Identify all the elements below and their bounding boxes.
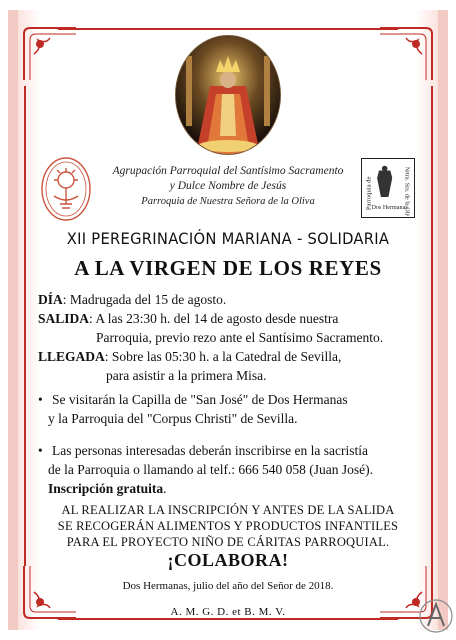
seal-bottom-text: Dos Hermanas <box>371 205 408 212</box>
bullet-dot-icon: • <box>38 443 43 458</box>
salida-row <box>38 309 422 328</box>
association-line-1: Agrupación Parroquial del Santísimo Sacramento <box>112 165 344 177</box>
frame-left-line <box>24 86 26 566</box>
frame-right-line <box>431 86 433 566</box>
main-title: A LA VIRGEN DE LOS REYES <box>74 256 382 280</box>
bullet-2-line-1: Las personas interesadas deberán inscribirse en la sacristía <box>52 443 368 458</box>
association-heading <box>96 164 360 209</box>
frame-top-line <box>58 28 398 30</box>
parish-seal-logo <box>361 158 415 218</box>
salida-text-1: : A las 23:30 h. del 14 de agosto desde nuestra <box>89 311 339 326</box>
notice-line-3: PARA EL PROYECTO NIÑO DE CÁRITAS PARROQUIAL. <box>66 535 390 549</box>
monstrance-emblem-logo <box>40 156 92 222</box>
watermark-stamp-icon <box>418 596 454 636</box>
food-collection-notice <box>30 502 426 550</box>
virgin-portrait-image <box>176 36 280 154</box>
bullet-2-period: . <box>163 481 167 496</box>
schedule-block <box>38 290 422 385</box>
pilgrimage-title: XII PEREGRINACIÓN MARIANA - SOLIDARIA <box>66 229 390 248</box>
seal-top-text: Nrtra. Sra. de la Oliva <box>403 166 410 216</box>
bullet-dot-icon: • <box>38 392 43 407</box>
notice-line-2: SE RECOGERÁN ALIMENTOS Y PRODUCTOS INFANTILES <box>57 519 399 533</box>
notice-line-1: AL REALIZAR LA INSCRIPCIÓN Y ANTES DE LA SALIDA <box>61 503 395 517</box>
dia-text: : Madrugada del 15 de agosto. <box>62 292 227 307</box>
llegada-text-2: para asistir a la primera Misa. <box>106 368 267 383</box>
bullet-2 <box>38 441 422 498</box>
salida-label: SALIDA <box>38 311 90 326</box>
registration-free-text: Inscripción gratuita <box>48 481 164 496</box>
llegada-row <box>38 347 422 366</box>
bullet-1-line-2: y la Parroquia del "Corpus Christi" de Sevilla. <box>48 411 298 426</box>
motto-line: A. M. G. D. et B. M. V. <box>170 606 286 618</box>
bullet-2-line-3 <box>38 479 422 498</box>
collaborate-call-to-action: ¡COLABORA! <box>167 550 289 570</box>
date-line: Dos Hermanas, julio del año del Señor de 2018. <box>122 580 334 592</box>
association-line-2: y Dulce Nombre de Jesús <box>169 180 287 192</box>
bullet-1-line-1: Se visitarán la Capilla de "San José" de Dos Hermanas <box>52 392 348 407</box>
bullet-1 <box>38 390 422 428</box>
frame-bottom-line <box>58 618 398 620</box>
parish-name: Parroquia de Nuestra Señora de la Oliva <box>141 196 315 207</box>
llegada-text-1: : Sobre las 05:30 h. a la Catedral de Sevilla, <box>104 349 342 364</box>
llegada-label: LLEGADA <box>38 349 105 364</box>
dia-row <box>38 290 422 309</box>
dia-label: DÍA <box>38 292 63 307</box>
corner-ornament-top-left <box>20 24 78 82</box>
bullet-2-line-2: de la Parroquia o llamando al telf.: 666 540 058 (Juan José). <box>48 462 374 477</box>
seal-side-text: Parroquia de <box>365 176 373 211</box>
salida-text-2: Parroquia, previo rezo ante el Santísimo Sacramento. <box>96 330 384 345</box>
corner-ornament-top-right <box>378 24 436 82</box>
